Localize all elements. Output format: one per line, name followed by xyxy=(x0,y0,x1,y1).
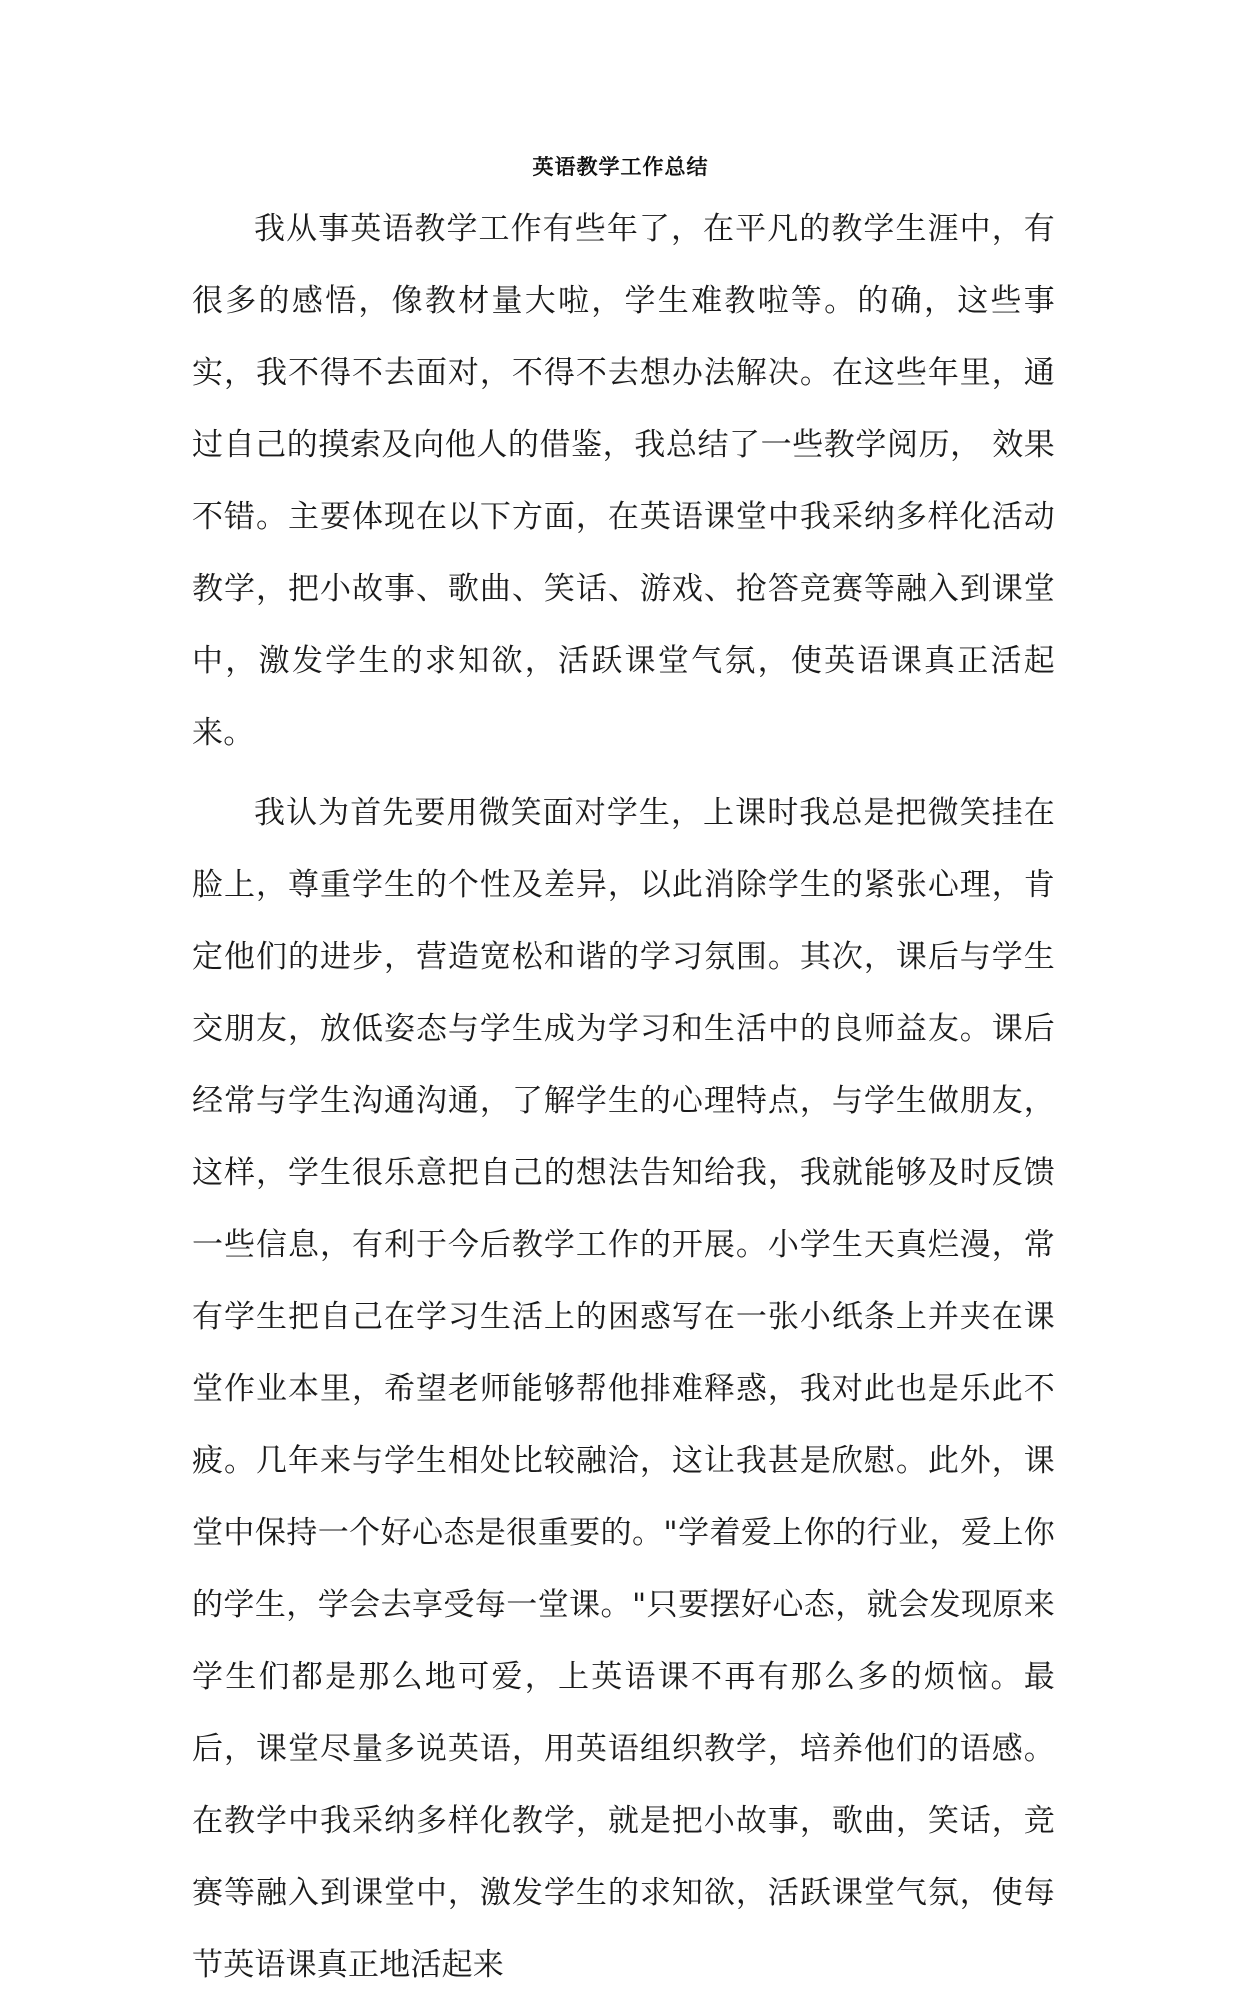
paragraph-1: 我从事英语教学工作有些年了，在平凡的教学生涯中，有很多的感悟，像教材量大啦，学生难教啦等。的确，这些事实，我不得不去面对，不得不去想办法解决。在这些年里，通过自己的摸索及向他人的借鉴，我总结了一些教学阅历， 效果不错。主要体现在以下方面，在英语课堂中我采纳多样化活动教学，把小故事、歌曲、笑话、游戏、抢答竞赛等融入到课堂中，激发学生的求知欲，活跃课堂气氛，使英语课真正活起来。 xyxy=(192,211,1055,751)
paragraph-2: 我认为首先要用微笑面对学生，上课时我总是把微笑挂在脸上，尊重学生的个性及差异，以此消除学生的紧张心理，肯定他们的进步，营造宽松和谐的学习氛围。其次，课后与学生交朋友，放低姿态与学生成为学习和生活中的良师益友。课后经常与学生沟通沟通，了解学生的心理特点，与学生做朋友，这样，学生很乐意把自己的想法告知给我，我就能够及时反馈一些信息，有利于今后教学工作的开展。小学生天真烂漫，常有学生把自己在学习生活上的困惑写在一张小纸条上并夹在课堂作业本里，希望老师能够帮他排难释惑，我对此也是乐此不疲。几年来与学生相处比较融洽，这让我甚是欣慰。此外，课堂中保持一个好心态是很重要的。"学着爱上你的行业，爱上你的学生，学会去享受每一堂课。"只要摆好心态，就会发现原来学生们都是那么地可爱，上英语课不再有那么多的烦恼。最后，课堂尽量多说英语，用英语组织教学，培养他们的语感。在教学中我采纳多样化教学，就是把小故事，歌曲，笑话，竞赛等融入到课堂中，激发学生的求知欲，活跃课堂气氛，使每节英语课真正地活起来 xyxy=(192,795,1055,1983)
document-body xyxy=(192,193,1055,2001)
document-title: 英语教学工作总结 xyxy=(532,154,709,179)
